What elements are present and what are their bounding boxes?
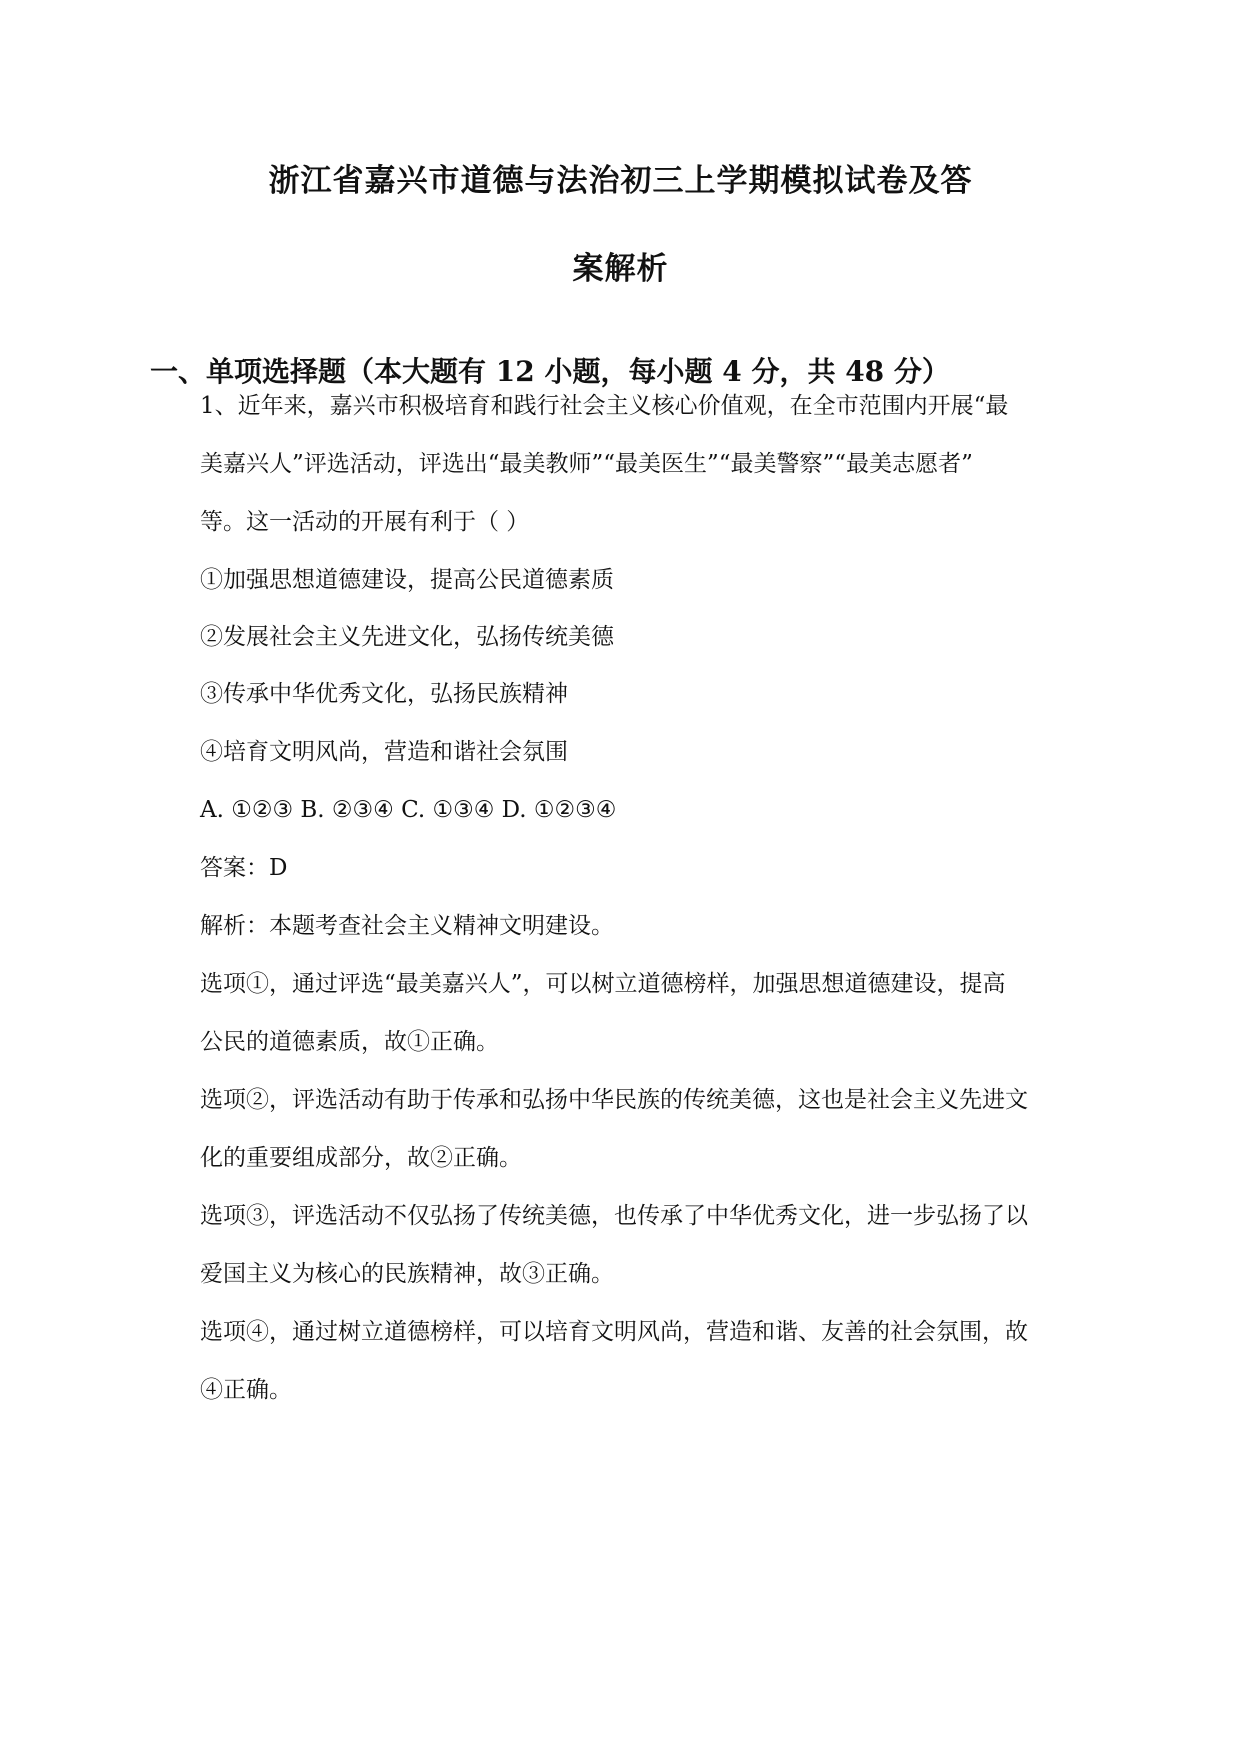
document-title-line-1: 浙江省嘉兴市道德与法治初三上学期模拟试卷及答 (268, 163, 973, 199)
statement-3: ③传承中华优秀文化，弘扬民族精神 (200, 681, 568, 707)
analysis-line-4: 选项②，评选活动有助于传承和弘扬中华民族的传统美德，这也是社会主义先进文 (200, 1087, 1028, 1113)
analysis-line-6: 选项③，评选活动不仅弘扬了传统美德，也传承了中华优秀文化，进一步弘扬了以 (200, 1203, 1028, 1229)
answer-line: 答案：D (200, 855, 288, 881)
analysis-line-3: 公民的道德素质，故①正确。 (200, 1029, 499, 1055)
question-stem-line-1: 1、近年来，嘉兴市积极培育和践行社会主义核心价值观，在全市范围内开展“最 (200, 393, 1009, 419)
analysis-line-5: 化的重要组成部分，故②正确。 (200, 1145, 522, 1171)
question-stem-line-2: 美嘉兴人”评选活动，评选出“最美教师”“最美医生”“最美警察”“最美志愿者” (200, 451, 973, 477)
analysis-line-9: ④正确。 (200, 1377, 292, 1403)
analysis-line-1: 解析：本题考查社会主义精神文明建设。 (200, 913, 614, 939)
statement-2: ②发展社会主义先进文化，弘扬传统美德 (200, 624, 614, 650)
question-stem-line-3: 等。这一活动的开展有利于（ ） (200, 509, 530, 535)
analysis-line-7: 爱国主义为核心的民族精神，故③正确。 (200, 1261, 614, 1287)
analysis-line-8: 选项④，通过树立道德榜样，可以培育文明风尚，营造和谐、友善的社会氛围，故 (200, 1319, 1028, 1345)
document-title-line-2: 案解析 (572, 251, 669, 287)
statement-1: ①加强思想道德建设，提高公民道德素质 (200, 567, 614, 593)
statement-4: ④培育文明风尚，营造和谐社会氛围 (200, 739, 568, 765)
analysis-line-2: 选项①，通过评选“最美嘉兴人”，可以树立道德榜样，加强思想道德建设，提高 (200, 971, 1006, 997)
answer-options: A. ①②③ B. ②③④ C. ①③④ D. ①②③④ (200, 797, 617, 823)
section-heading: 一、单项选择题（本大题有 12 小题，每小题 4 分，共 48 分） (150, 355, 950, 388)
